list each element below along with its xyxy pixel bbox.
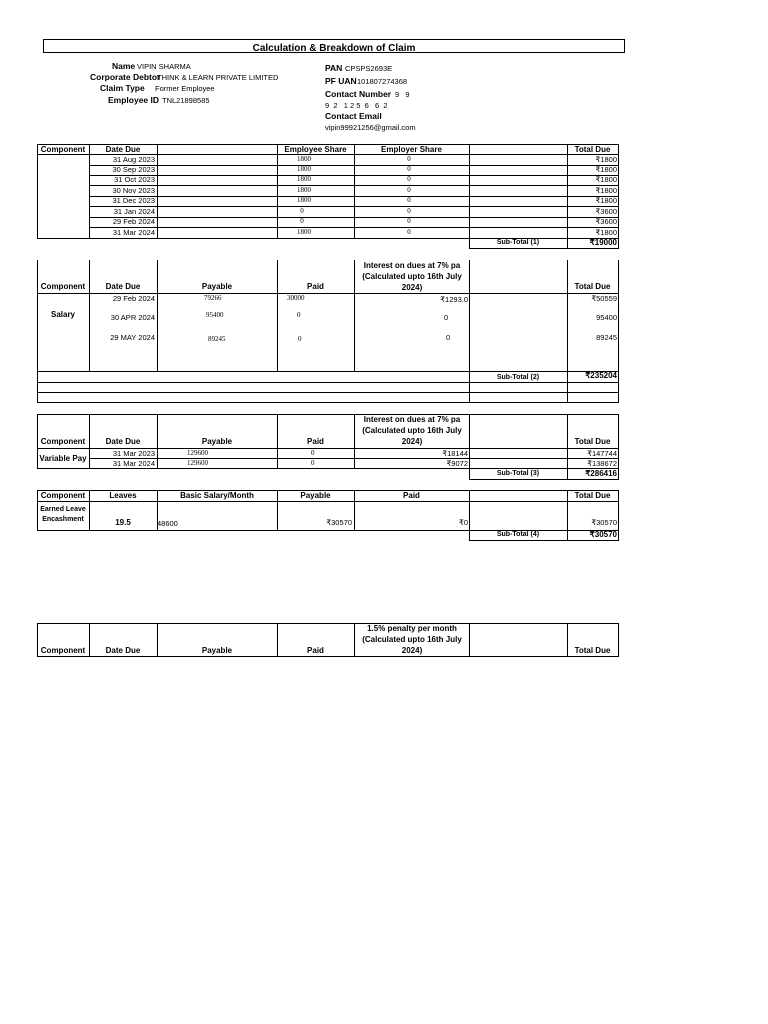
pf-total: ₹1800 bbox=[595, 228, 617, 237]
salary-payable: 79266 bbox=[204, 294, 222, 302]
pf-date: 31 Dec 2023 bbox=[112, 196, 155, 205]
salary-paid: 0 bbox=[297, 311, 301, 319]
variable-header-component: Component bbox=[40, 437, 86, 446]
variable-header-date: Date Due bbox=[105, 437, 141, 446]
leave-header-payable: Payable bbox=[300, 491, 331, 500]
variable-paid: 0 bbox=[311, 459, 315, 467]
variable-payable: 129600 bbox=[187, 449, 208, 457]
pf-date: 29 Feb 2024 bbox=[112, 217, 155, 226]
salary-paid: 0 bbox=[298, 335, 302, 343]
salary-header-interest: Interest on dues at 7% pa (Calculated upto 16th July 2024) bbox=[362, 261, 462, 292]
salary-total: 95400 bbox=[596, 313, 617, 322]
salary-total: ₹50559 bbox=[591, 294, 617, 303]
leave-total: ₹30570 bbox=[591, 518, 617, 527]
salary-interest: 0 bbox=[446, 333, 451, 342]
leave-paid: ₹0 bbox=[459, 518, 468, 527]
pf-value: 101807274368 bbox=[357, 77, 408, 86]
pf-header-date: Date Due bbox=[105, 145, 141, 154]
penalty-header-payable: Payable bbox=[201, 646, 233, 655]
leave-header-leaves: Leaves bbox=[109, 491, 137, 500]
variable-header-paid: Paid bbox=[307, 437, 324, 446]
contact-value-line1: 9 9 bbox=[395, 90, 410, 99]
leave-header-component: Component bbox=[40, 491, 86, 500]
leave-subtotal-value: ₹30570 bbox=[589, 530, 617, 539]
debtor-label: Corporate Debtor bbox=[90, 72, 161, 82]
email-label: Contact Email bbox=[325, 111, 382, 121]
pan-label: PAN bbox=[325, 63, 343, 73]
salary-paid: 30000 bbox=[287, 294, 305, 302]
salary-total: 89245 bbox=[596, 333, 617, 342]
email-value: vipin99921256@gmail.com bbox=[325, 123, 416, 132]
pf-subtotal-label: Sub-Total (1) bbox=[496, 239, 540, 246]
leave-header-basic: Basic Salary/Month bbox=[180, 491, 254, 500]
penalty-header-date: Date Due bbox=[105, 646, 141, 655]
pf-total: ₹1800 bbox=[595, 175, 617, 184]
salary-component: Salary bbox=[50, 310, 76, 319]
pf-date: 31 Oct 2023 bbox=[114, 175, 155, 184]
variable-total: ₹138672 bbox=[587, 459, 617, 468]
pf-employer-share: 0 bbox=[407, 165, 411, 173]
pf-employer-share: 0 bbox=[407, 196, 411, 204]
salary-subtotal-value: ₹235204 bbox=[585, 371, 617, 380]
pf-employer-share: 0 bbox=[407, 217, 411, 225]
variable-payable: 129600 bbox=[187, 459, 208, 467]
salary-header-payable: Payable bbox=[201, 282, 233, 291]
pf-employer-share: 0 bbox=[407, 155, 411, 163]
leave-subtotal-label: Sub-Total (4) bbox=[496, 531, 540, 538]
pf-employee-share: 1800 bbox=[297, 165, 311, 173]
leave-count: 19.5 bbox=[115, 518, 131, 527]
salary-header-component: Component bbox=[40, 282, 86, 291]
page-title: Calculation & Breakdown of Claim bbox=[43, 39, 625, 53]
pf-employer-share: 0 bbox=[407, 207, 411, 215]
salary-header-paid: Paid bbox=[307, 282, 324, 291]
leave-header-paid: Paid bbox=[403, 491, 420, 500]
pf-employee-share: 1800 bbox=[297, 155, 311, 163]
pf-employer-share: 0 bbox=[407, 175, 411, 183]
variable-date: 31 Mar 2024 bbox=[112, 459, 155, 468]
variable-paid: 0 bbox=[311, 449, 315, 457]
claim-type-label: Claim Type bbox=[100, 83, 145, 93]
claim-type-value: Former Employee bbox=[155, 84, 215, 93]
variable-header-total: Total Due bbox=[574, 437, 611, 446]
variable-interest: ₹18144 bbox=[442, 449, 468, 458]
pf-employee-share: 1800 bbox=[297, 186, 311, 194]
salary-interest: 0 bbox=[444, 313, 449, 322]
penalty-header-paid: Paid bbox=[307, 646, 324, 655]
pf-total: ₹1800 bbox=[595, 165, 617, 174]
debtor-value: THINK & LEARN PRIVATE LIMITED bbox=[157, 73, 279, 82]
salary-subtotal-label: Sub-Total (2) bbox=[496, 374, 540, 381]
variable-header-interest: Interest on dues at 7% pa (Calculated upto 16th July 2024) bbox=[362, 415, 462, 446]
variable-subtotal-value: ₹286416 bbox=[585, 469, 617, 478]
pf-date: 31 Aug 2023 bbox=[112, 155, 155, 164]
salary-interest: ₹1293.0 bbox=[440, 295, 468, 304]
salary-date: 29 MAY 2024 bbox=[110, 333, 155, 342]
pf-total: ₹1800 bbox=[595, 155, 617, 164]
variable-component: Variable Pay bbox=[39, 454, 87, 463]
pf-employee-share: 0 bbox=[300, 207, 304, 215]
penalty-header-total: Total Due bbox=[574, 646, 611, 655]
pf-total: ₹1800 bbox=[595, 186, 617, 195]
pf-total: ₹3600 bbox=[595, 217, 617, 226]
variable-header-payable: Payable bbox=[201, 437, 233, 446]
pf-total: ₹1800 bbox=[595, 196, 617, 205]
salary-payable: 95400 bbox=[206, 311, 224, 319]
pf-employee-share: 1800 bbox=[297, 228, 311, 236]
leave-component: Earned Leave Encashment bbox=[40, 506, 86, 523]
variable-date: 31 Mar 2023 bbox=[112, 449, 155, 458]
salary-payable: 89245 bbox=[208, 335, 226, 343]
salary-date: 29 Feb 2024 bbox=[112, 294, 155, 303]
pan-value: CPSPS2693E bbox=[345, 64, 393, 73]
name-label: Name bbox=[112, 61, 136, 71]
pf-date: 31 Mar 2024 bbox=[112, 228, 155, 237]
leave-payable: ₹30570 bbox=[326, 518, 352, 527]
pf-header-employer-share: Employer Share bbox=[381, 145, 442, 154]
salary-header-total: Total Due bbox=[574, 282, 611, 291]
name-value: VIPIN SHARMA bbox=[137, 62, 191, 71]
leave-basic-salary: 48600 bbox=[157, 519, 178, 528]
pf-date: 31 Jan 2024 bbox=[113, 207, 155, 216]
pf-header-component: Component bbox=[40, 145, 86, 154]
pf-label: PF UAN bbox=[325, 76, 357, 86]
pf-date: 30 Nov 2023 bbox=[112, 186, 155, 195]
employee-id-label: Employee ID bbox=[108, 95, 160, 105]
penalty-header-component: Component bbox=[40, 646, 86, 655]
pf-employee-share: 0 bbox=[300, 217, 304, 225]
pf-header-employee-share: Employee Share bbox=[284, 145, 347, 154]
contact-label: Contact Number bbox=[325, 89, 392, 99]
pf-employee-share: 1800 bbox=[297, 175, 311, 183]
pf-employer-share: 0 bbox=[407, 228, 411, 236]
pf-header-total: Total Due bbox=[574, 145, 611, 154]
variable-subtotal-label: Sub-Total (3) bbox=[496, 470, 540, 477]
employee-id-value: TNL21898585 bbox=[162, 96, 210, 105]
penalty-header-rate: 1.5% penalty per month (Calculated upto 16th July 2024) bbox=[362, 624, 462, 655]
pf-date: 30 Sep 2023 bbox=[112, 165, 155, 174]
pf-employer-share: 0 bbox=[407, 186, 411, 194]
variable-total: ₹147744 bbox=[587, 449, 617, 458]
pf-total: ₹3600 bbox=[595, 207, 617, 216]
pf-subtotal-value: ₹19000 bbox=[589, 238, 617, 247]
contact-value-line2: 9 2 1 2 5 6 6 2 bbox=[325, 101, 388, 110]
salary-header-date: Date Due bbox=[105, 282, 141, 291]
leave-header-total: Total Due bbox=[574, 491, 611, 500]
variable-interest: ₹9072 bbox=[446, 459, 468, 468]
pf-employee-share: 1800 bbox=[297, 196, 311, 204]
salary-date: 30 APR 2024 bbox=[110, 313, 155, 322]
